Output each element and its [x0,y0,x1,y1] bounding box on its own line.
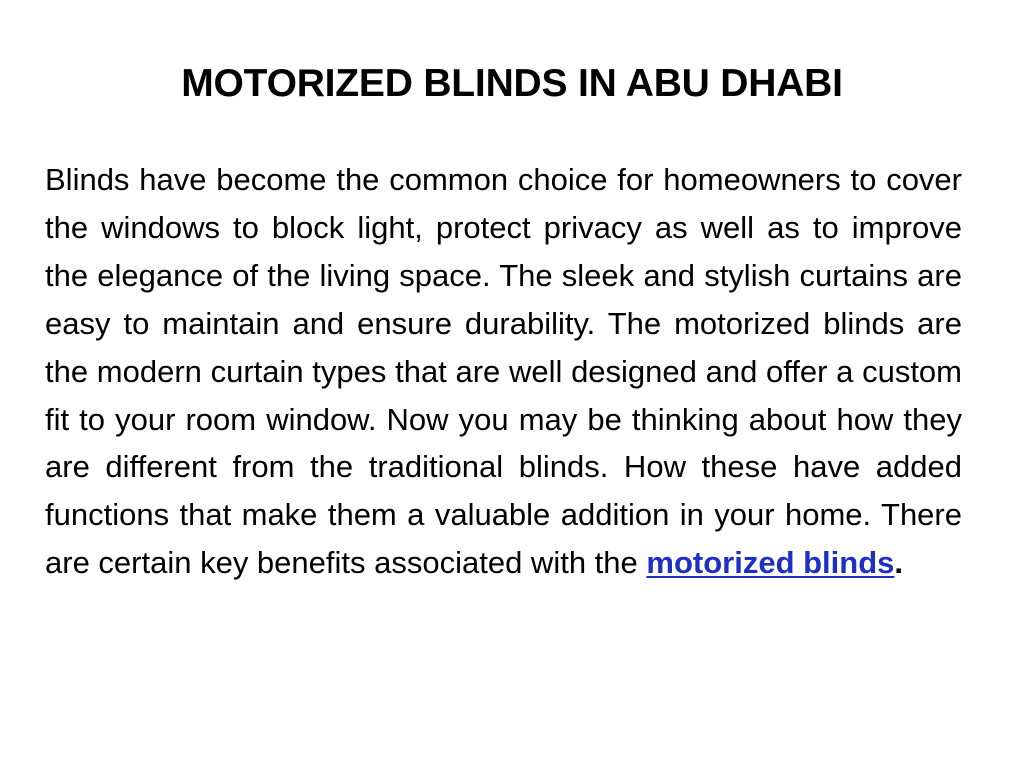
body-paragraph [45,156,962,587]
slide-title: MOTORIZED BLINDS IN ABU DHABI [181,62,843,105]
body-paragraph-text: Blinds have become the common choice for homeowners to cover the windows to block light, protect privacy as well as to improve the elegance of the living space. The sleek and stylish curtains are easy to maintain and ensure durability. The motorized blinds are the modern curtain types that are well designed and offer a custom fit to your room window. Now you may be thinking about how they are different from the traditional blinds. How these have added functions that make them a valuable addition in your home. There are certain key benefits associated with the [45,162,962,581]
motorized-blinds-link[interactable]: motorized blinds [646,545,895,581]
end-punctuation: . [894,545,904,581]
